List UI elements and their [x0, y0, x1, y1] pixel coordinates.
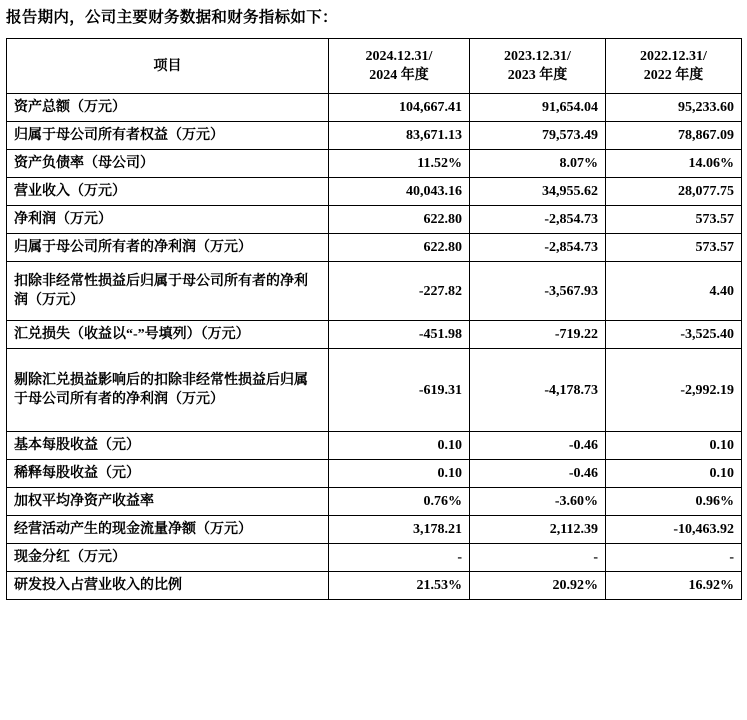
row-label: 汇兑损失（收益以“-”号填列）（万元） — [7, 321, 329, 349]
table-body — [7, 94, 742, 600]
table-row — [7, 572, 742, 600]
column-header-item-line1: 项目 — [153, 58, 182, 74]
table-row — [7, 234, 742, 262]
row-value-2: -2,854.73 — [470, 234, 606, 262]
table-row — [7, 349, 742, 432]
row-value-1: 0.76% — [329, 488, 470, 516]
row-value-3: -10,463.92 — [606, 516, 742, 544]
column-header-2022-line1: 2022.12.31/ — [640, 49, 707, 64]
row-value-3: 0.96% — [606, 488, 742, 516]
row-value-3: 4.40 — [606, 262, 742, 321]
row-label: 现金分红（万元） — [7, 544, 329, 572]
row-value-1: 104,667.41 — [329, 94, 470, 122]
column-header-2022-line2: 2022 年度 — [643, 68, 704, 83]
row-label: 资产负债率（母公司） — [7, 150, 329, 178]
row-label: 加权平均净资产收益率 — [7, 488, 329, 516]
row-value-1: -619.31 — [329, 349, 470, 432]
table-row — [7, 122, 742, 150]
row-value-2: 2,112.39 — [470, 516, 606, 544]
column-header-2023-line1: 2023.12.31/ — [504, 49, 571, 64]
row-value-2: -3,567.93 — [470, 262, 606, 321]
row-label: 营业收入（万元） — [7, 178, 329, 206]
row-value-2: -0.46 — [470, 432, 606, 460]
row-label: 归属于母公司所有者权益（万元） — [7, 122, 329, 150]
row-value-2: -2,854.73 — [470, 206, 606, 234]
row-value-3: 28,077.75 — [606, 178, 742, 206]
row-value-3: -3,525.40 — [606, 321, 742, 349]
row-value-3: 95,233.60 — [606, 94, 742, 122]
column-header-2024-line1: 2024.12.31/ — [365, 49, 433, 64]
row-value-2: -4,178.73 — [470, 349, 606, 432]
row-label: 稀释每股收益（元） — [7, 460, 329, 488]
column-header-item — [7, 39, 329, 94]
row-value-3: 0.10 — [606, 432, 742, 460]
row-value-1: 21.53% — [329, 572, 470, 600]
table-row — [7, 262, 742, 321]
row-label: 基本每股收益（元） — [7, 432, 329, 460]
table-row — [7, 178, 742, 206]
column-header-2023-line2: 2023 年度 — [507, 68, 568, 83]
row-value-1: 0.10 — [329, 460, 470, 488]
intro-paragraph: 报告期内，公司主要财务数据和财务指标如下： — [6, 9, 338, 26]
financial-summary-table — [6, 38, 742, 600]
table-row — [7, 206, 742, 234]
table-row — [7, 544, 742, 572]
row-value-2: 91,654.04 — [470, 94, 606, 122]
row-label: 剔除汇兑损益影响后的扣除非经常性损益后归属于母公司所有者的净利润（万元） — [7, 349, 329, 432]
row-value-2: 34,955.62 — [470, 178, 606, 206]
row-value-1: 622.80 — [329, 206, 470, 234]
row-label: 净利润（万元） — [7, 206, 329, 234]
row-value-1: 0.10 — [329, 432, 470, 460]
row-label: 研发投入占营业收入的比例 — [7, 572, 329, 600]
row-value-2: -0.46 — [470, 460, 606, 488]
column-header-2024 — [329, 39, 470, 94]
row-value-2: - — [470, 544, 606, 572]
row-value-3: - — [606, 544, 742, 572]
row-value-2: 79,573.49 — [470, 122, 606, 150]
row-value-1: 11.52% — [329, 150, 470, 178]
column-header-2024-line2: 2024 年度 — [369, 68, 429, 83]
row-value-3: -2,992.19 — [606, 349, 742, 432]
row-value-3: 14.06% — [606, 150, 742, 178]
table-row — [7, 432, 742, 460]
table-row — [7, 150, 742, 178]
table-row — [7, 321, 742, 349]
row-label: 扣除非经常性损益后归属于母公司所有者的净利润（万元） — [7, 262, 329, 321]
row-value-1: 83,671.13 — [329, 122, 470, 150]
row-value-2: -3.60% — [470, 488, 606, 516]
table-row — [7, 94, 742, 122]
row-label: 经营活动产生的现金流量净额（万元） — [7, 516, 329, 544]
row-label: 归属于母公司所有者的净利润（万元） — [7, 234, 329, 262]
row-value-3: 16.92% — [606, 572, 742, 600]
row-value-3: 0.10 — [606, 460, 742, 488]
row-value-2: 20.92% — [470, 572, 606, 600]
row-value-2: 8.07% — [470, 150, 606, 178]
row-label: 资产总额（万元） — [7, 94, 329, 122]
row-value-1: -451.98 — [329, 321, 470, 349]
row-value-1: - — [329, 544, 470, 572]
table-row — [7, 460, 742, 488]
row-value-1: -227.82 — [329, 262, 470, 321]
table-row — [7, 516, 742, 544]
column-header-2023 — [470, 39, 606, 94]
row-value-3: 78,867.09 — [606, 122, 742, 150]
row-value-3: 573.57 — [606, 234, 742, 262]
table-row — [7, 488, 742, 516]
row-value-1: 3,178.21 — [329, 516, 470, 544]
table-header — [7, 39, 742, 94]
row-value-1: 40,043.16 — [329, 178, 470, 206]
table-header-row — [7, 39, 742, 94]
row-value-2: -719.22 — [470, 321, 606, 349]
row-value-3: 573.57 — [606, 206, 742, 234]
row-value-1: 622.80 — [329, 234, 470, 262]
column-header-2022 — [606, 39, 742, 94]
